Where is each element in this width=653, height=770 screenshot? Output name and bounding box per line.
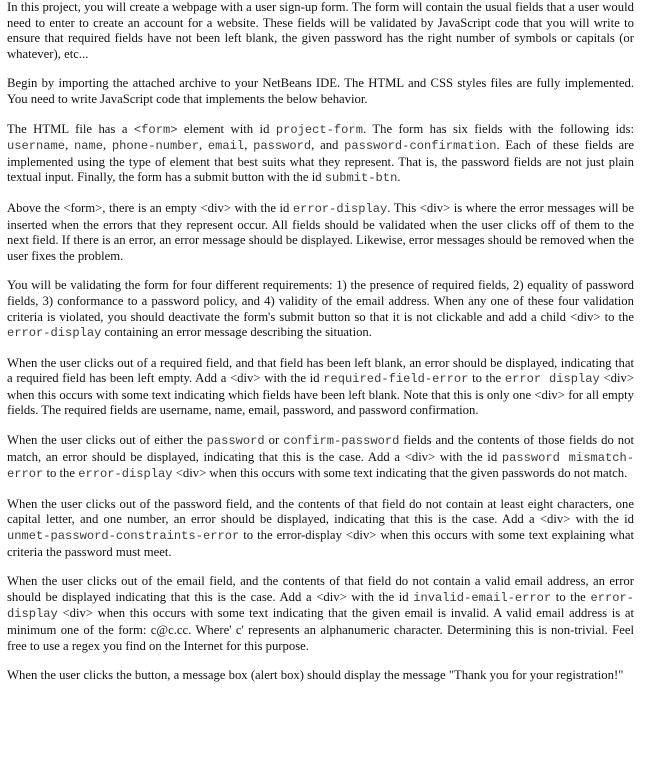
paragraph-required-field [7,356,634,419]
paragraph-text: . The form has six fields with the following ids: [362,121,634,136]
code-identifier: error-display [7,326,102,341]
code-identifier: required-field-error [323,372,469,387]
paragraph-text: Begin by importing the attached archive to your NetBeans IDE. The HTML and CSS styles files are fully implemented. You need to write JavaScript code that implements the below behavior. [7,76,634,106]
paragraph-text: You will be validating the form for four different requirements: 1) the presence of required fields, 2) equality of password fields, 3) conformance to a password policy, and 4) validity of the email address. When any one of these four validation criteria is violated, you should deactivate the form's submit button so that it is not clickable and add a child <div> to the [7,278,634,324]
paragraph-text: , and [311,138,345,153]
code-identifier: phone-number [111,139,199,154]
paragraph-text: . [397,170,401,185]
paragraph-error-display [7,201,634,264]
paragraph-text: element with id [177,121,276,136]
code-identifier: name [73,139,103,154]
code-identifier: username [7,139,66,154]
code-identifier: submit-btn [324,171,398,186]
paragraph-email [7,574,634,654]
paragraph-password-policy [7,497,634,560]
paragraph-text: to the [551,589,591,604]
code-identifier: error display [504,372,600,387]
code-identifier: confirm-password [283,434,400,449]
paragraph-text: to the [468,371,505,386]
paragraph-text: fields and the contents of those fields do not match, an error should be displayed, indicating that this is the case. Add a <div> with the id [7,433,634,464]
code-identifier: password [206,434,265,449]
code-identifier: password mismatch-error [7,450,634,482]
paragraph-text: When the user clicks out of the email field, and the contents of that field do not contain a valid email address, an error should be displayed indicating that this is the case. Add a <div> with the id [7,574,634,604]
paragraph-begin [7,76,634,107]
paragraph-text: <div> when this occurs with some text indicating which fields have been left blank. Note that this is only one <div> for all empty fields. The required fields are username, name, email, password, and password confirmation. [7,371,634,418]
paragraph-text: , [103,138,112,153]
code-identifier: project-form [275,122,363,137]
paragraph-text: When the user clicks out of the password field, and the contents of that field do not contain at least eight characters, one capital letter, and one number, an error should be displayed, indicating that this is the case. Add a <div> with the id [7,496,634,527]
code-identifier: invalid-email-error [413,590,552,605]
code-identifier: password-confirmation [344,139,497,154]
paragraph-text: containing an error message describing the situation. [101,325,372,340]
paragraph-text: , [244,138,254,153]
paragraph-text: , [65,138,74,153]
paragraph-text: <div> when this occurs with some text indicating that the given email is invalid. A valid email address is at minimum one of the form: c@c.cc. Where' c' represents an alphanumeric character. Determining this is non-trivial. Feel free to use a regex you find on the Internet for this purpose. [7,606,634,653]
code-identifier: error-display [78,467,173,482]
paragraph-text: to the [43,466,79,481]
paragraph-text: <div> when this occurs with some text indicating that the given passwords do not match. [172,466,628,481]
paragraph-text: . This <div> is where the error messages will be inserted when the errors that they represent occur. All fields should be validated when the user clicks off of them to the next field. If there is an error, an error message should be displayed. Likewise, error messages should be removed when the user fixes the problem. [7,200,634,263]
paragraph-text: In this project, you will create a webpage with a user sign-up form. The form will contain the usual fields that a user would need to enter to create an account for a website. These fields will be validated by JavaScript code that you will write to ensure that required fields have not been left blank, the given password has the right number of symbols or capitals (or whatever), etc... [7,0,634,61]
paragraph-intro [7,0,634,62]
paragraph-text: The HTML file has a [7,121,134,136]
paragraph-html-file [7,122,634,187]
code-identifier: password [253,139,312,154]
paragraph-text: When the user clicks out of a required field, and that field has been left blank, an error should be displayed, indicating that a required field has been left empty. Add a <div> with the id [7,355,634,386]
paragraph-text: When the user clicks out of either the [7,433,207,448]
paragraph-text: or [264,433,284,448]
paragraph-text: Above the <form>, there is an empty <div> with the id [7,200,293,215]
paragraph-submit [7,668,634,684]
paragraph-text: , [199,138,208,153]
paragraph-text: . Each of these fields are implemented using the type of element that best suits what they represent. That is, the password fields are not just plain textual input. Finally, the form has a submit button with the id [7,138,635,185]
code-identifier: error-display [292,201,388,216]
paragraph-password-mismatch [7,433,634,483]
code-identifier: email [207,139,245,154]
paragraph-text: to the error-display <div> when this occurs with some text explaining what criteria the password must meet. [7,528,634,559]
code-identifier: <form> [133,122,178,137]
code-identifier: unmet-password-constraints-error [7,529,240,544]
document-page [7,0,634,684]
paragraph-requirements [7,278,634,341]
paragraph-text: When the user clicks the button, a message box (alert box) should display the message "Thank you for your registration!" [7,668,624,683]
code-identifier: error-display [7,590,634,622]
